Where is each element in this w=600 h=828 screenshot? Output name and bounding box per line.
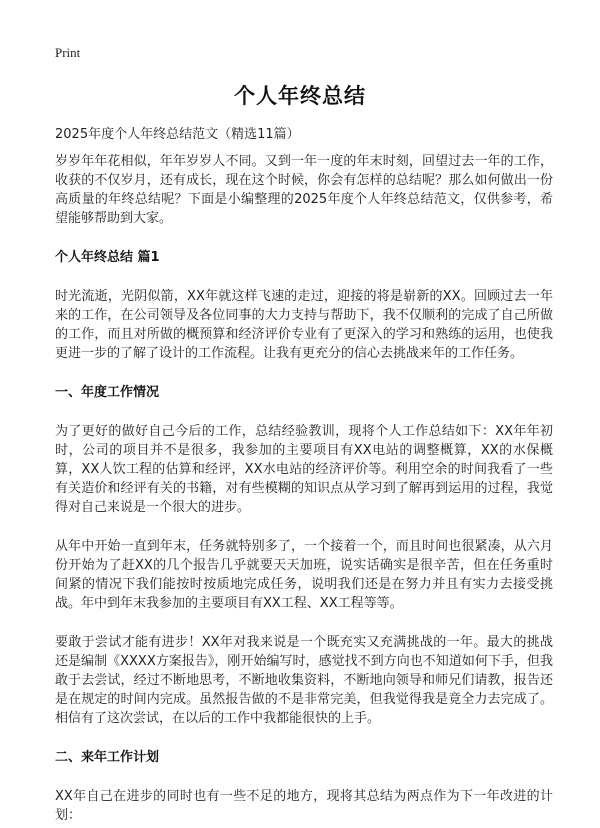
annual-paragraph-3: 要敢于尝试才能有进步！XX年对我来说是一个既充实又充满挑战的一年。最大的挑战还是编制《XXXX方案报告》，刚开始编写时，感觉找不到方向也不知道如何下手，但我敢于去尝试，经过不断地思考，不断地收集资料，不断地向领导和师兄们请教，报告还是在规定的时间内完成。虽然报告做的不是非常完美，但我觉得我是竟全力去完成了。相信有了这次尝试，在以后的工作中我都能很快的上手。 (55, 635, 553, 726)
document-body (55, 152, 553, 825)
document-subtitle: 2025年度个人年终总结范文（精选11篇） (55, 127, 300, 142)
next-year-plan-heading: 二、来年工作计划 (55, 750, 160, 765)
intro-paragraph: 岁岁年年花相似，年年岁岁人不同。又到一年一度的年末时刻，回望过去一年的工作，收获的不仅岁月，还有成长，现在这个时候，你会有怎样的总结呢？那么如何做出一份高质量的年终总结呢？下面是小编整理的2025年度个人年终总结范文，仅供参考，希望能够帮助到大家。 (55, 154, 553, 226)
annual-paragraph-2: 从年中开始一直到年末，任务就特别多了，一个接着一个，而且时间也很紧凑，从六月份开始为了赶XX的几个报告几乎就要天天加班，说实话确实是很辛苦，但在任务重时间紧的情况下我们能按时按质地完成任务，说明我们还是在努力并且有实力去接受挑战。年中到年末我参加的主要项目有XX工程、XX工程等等。 (55, 539, 553, 611)
annual-paragraph-1: 为了更好的做好自己今后的工作，总结经验教训，现将个人工作总结如下：XX年年初时，公司的项目并不是很多，我参加的主要项目有XX电站的调整概算，XX的水保概算，XX人饮工程的估算和经评，XX水电站的经济评价等。利用空余的时间我看了一些有关造价和经评有关的书籍，对有些模糊的知识点从学习到了解再到运用的过程，我觉得对自己来说是一个很大的进步。 (55, 424, 553, 515)
annual-work-heading: 一、年度工作情况 (55, 385, 160, 400)
section-heading: 个人年终总结 篇1 (55, 250, 160, 265)
plan-paragraph-1: XX年自己在进步的同时也有一些不足的地方，现将其总结为两点作为下一年改进的计划： (55, 789, 553, 823)
print-link[interactable]: Print (55, 45, 81, 60)
section-intro-paragraph: 时光流逝，光阴似箭，XX年就这样飞速的走过，迎接的将是崭新的XX。回顾过去一年来的工作，在公司领导及各位同事的大力支持与帮助下，我不仅顺利的完成了自己所做的工作，而且对所做的概预算和经济评价专业有了更深入的学习和熟练的运用，也使我更进一步的了解了设计的工作流程。让我有更充分的信心去挑战来年的工作任务。 (55, 289, 553, 361)
page-title: 个人年终总结 (234, 84, 366, 108)
